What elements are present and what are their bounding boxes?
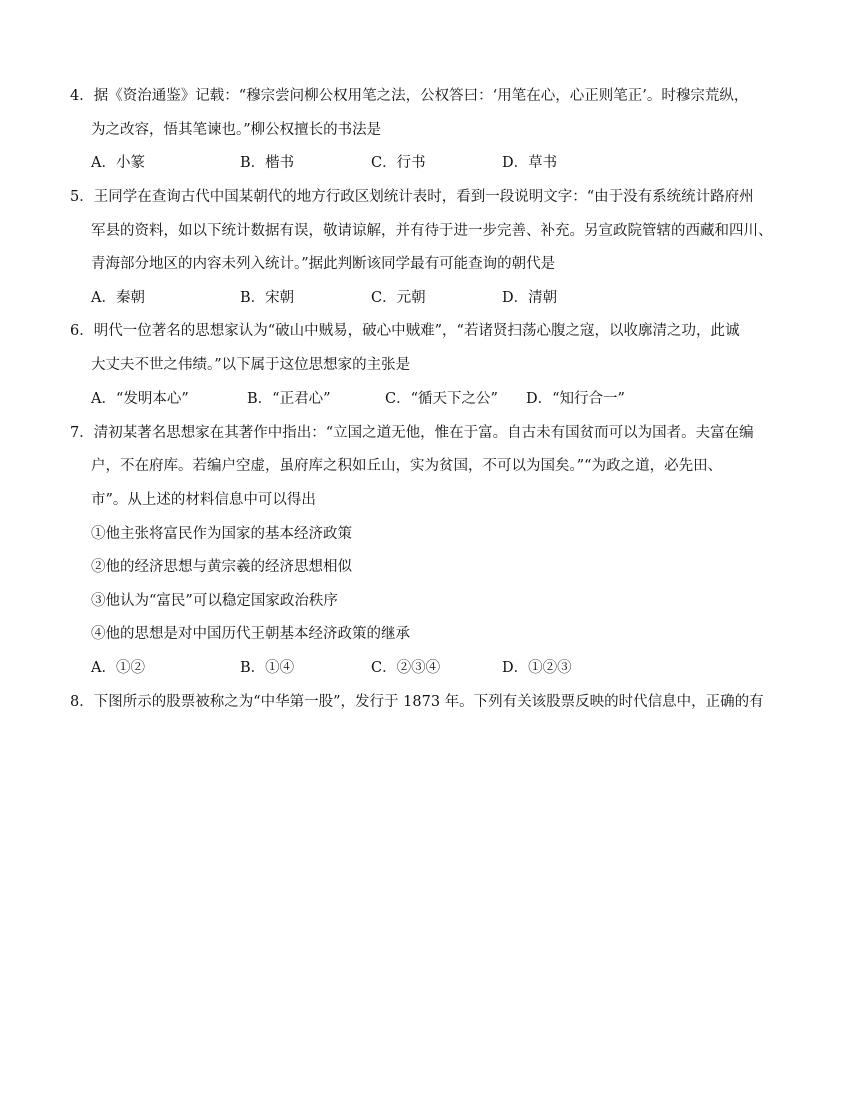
question-6-line-2: 大丈夫不世之伟绩。”以下属于这位思想家的主张是 bbox=[91, 357, 411, 373]
question-5-line-1 bbox=[70, 187, 754, 207]
option-d: D．“知行合一” bbox=[526, 391, 625, 407]
statement-4: ④他的思想是对中国历代王朝基本经济政策的继承 bbox=[91, 626, 410, 642]
question-text: 王同学在查询古代中国某朝代的地方行政区划统计表时，看到一段说明文字：“由于没有系统统计路府州 bbox=[93, 189, 754, 205]
question-4-line-1 bbox=[70, 86, 748, 106]
question-7-line-2: 户，不在府库。若编户空虚，虽府库之积如丘山，实为贫国，不可以为国矣。”“为政之道，必先田、 bbox=[91, 458, 723, 474]
option-d: D．草书 bbox=[502, 155, 558, 171]
option-d: D．清朝 bbox=[502, 290, 558, 306]
question-number: 6． bbox=[70, 323, 94, 339]
option-c: C．“循天下之公” bbox=[385, 391, 498, 407]
question-8-line-1 bbox=[70, 692, 764, 712]
question-text: 下图所示的股票被称之为“中华第一股”，发行于 1873 年。下列有关该股票反映的时代信息中，正确的有 bbox=[93, 694, 764, 710]
option-c: C．②③④ bbox=[371, 660, 441, 676]
statement-2: ②他的经济思想与黄宗羲的经济思想相似 bbox=[91, 559, 352, 575]
question-4-line-2: 为之改容，悟其笔谏也。”柳公权擅长的书法是 bbox=[91, 122, 382, 138]
option-b: B．楷书 bbox=[240, 155, 295, 171]
question-number: 8． bbox=[70, 694, 94, 710]
question-number: 5． bbox=[70, 189, 94, 205]
option-d: D．①②③ bbox=[502, 660, 572, 676]
option-b: B．宋朝 bbox=[240, 290, 295, 306]
statement-1: ①他主张将富民作为国家的基本经济政策 bbox=[91, 526, 352, 542]
option-c: C．元朝 bbox=[371, 290, 426, 306]
option-b: B．①④ bbox=[240, 660, 295, 676]
question-number: 4． bbox=[70, 88, 94, 104]
option-a: A．①② bbox=[91, 660, 145, 676]
question-text: 据《资治通鉴》记载：“穆宗尝问柳公权用笔之法，公权答曰：‘用笔在心，心正则笔正’。时穆宗荒纵， bbox=[93, 88, 749, 104]
question-text: 清初某著名思想家在其著作中指出：“立国之道无他，惟在于富。自古未有国贫而可以为国者。夫富在编 bbox=[93, 425, 754, 441]
option-a: A．“发明本心” bbox=[91, 391, 189, 407]
question-text: 明代一位著名的思想家认为“破山中贼易，破心中贼难”，“若诸贤扫荡心腹之寇，以收廓清之功，此诚 bbox=[93, 323, 740, 339]
option-b: B．“正君心” bbox=[247, 391, 331, 407]
question-5-line-3: 青海部分地区的内容未列入统计。”据此判断该同学最有可能查询的朝代是 bbox=[91, 256, 556, 272]
question-7-line-1 bbox=[70, 423, 754, 443]
question-6-line-1 bbox=[70, 321, 739, 341]
option-a: A．小篆 bbox=[91, 155, 145, 171]
question-5-line-2: 军县的资料，如以下统计数据有误，敬请谅解，并有待于进一步完善、补充。另宣政院管辖的西藏和四川、 bbox=[91, 223, 773, 239]
option-a: A．秦朝 bbox=[91, 290, 145, 306]
option-c: C．行书 bbox=[371, 155, 426, 171]
question-7-line-3: 市”。从上述的材料信息中可以得出 bbox=[91, 492, 316, 508]
question-number: 7． bbox=[70, 425, 94, 441]
statement-3: ③他认为“富民”可以稳定国家政治秩序 bbox=[91, 593, 338, 609]
